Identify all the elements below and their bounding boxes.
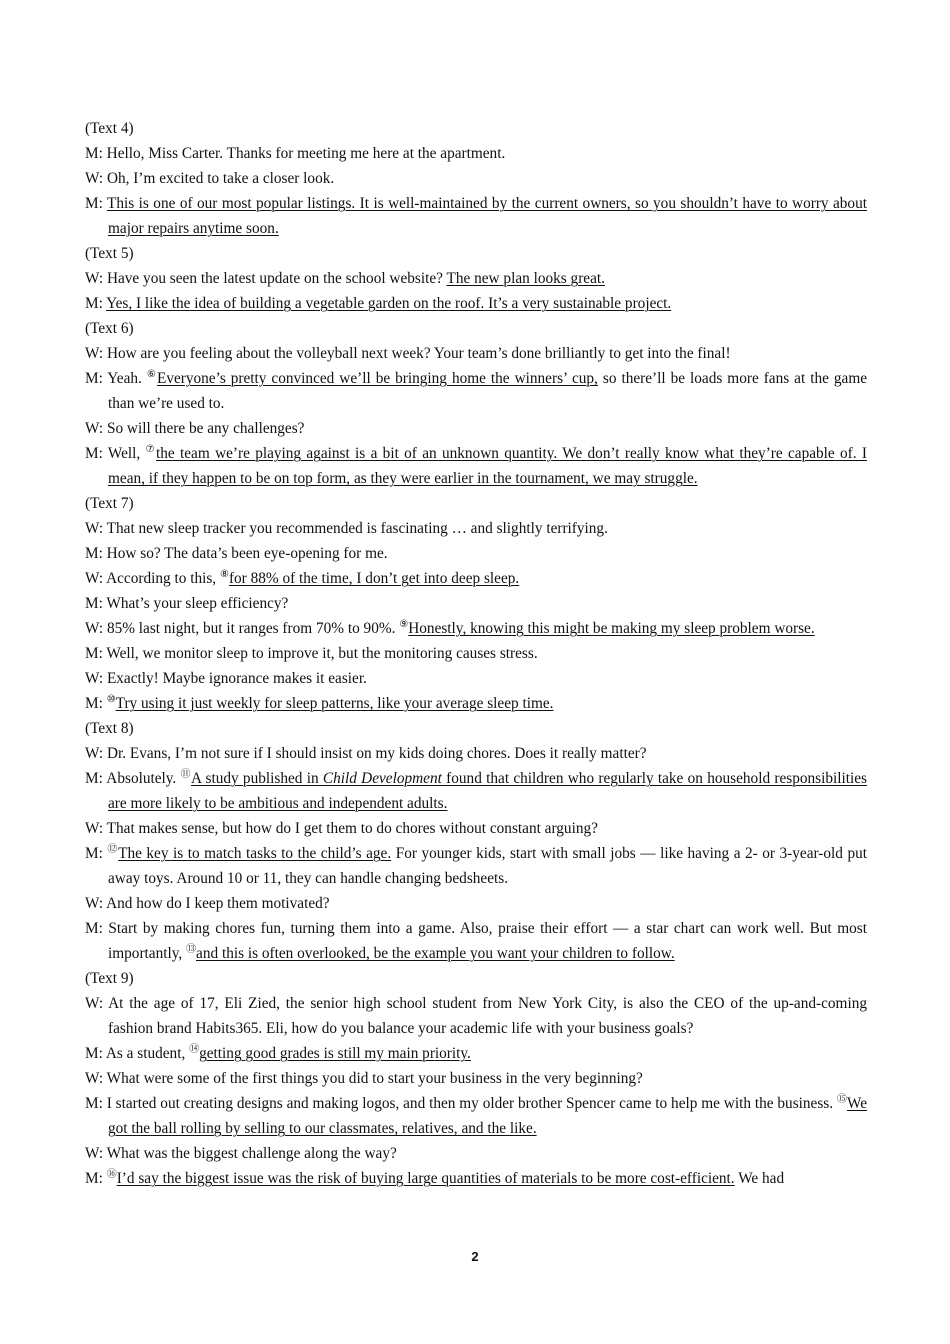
- answer-marker: ⑫: [107, 843, 119, 855]
- dialogue-line: [85, 416, 867, 441]
- dialogue-line: [85, 166, 867, 191]
- dialogue-line: [85, 841, 867, 891]
- dialogue-line: [85, 516, 867, 541]
- dialogue-line: [85, 891, 867, 916]
- dialogue-line: [85, 141, 867, 166]
- line-text: W: 85% last night, but it ranges from 70% to 90%.: [85, 620, 400, 637]
- line-text: M: As a student,: [85, 1045, 190, 1062]
- line-text: M: Absolutely.: [85, 770, 181, 787]
- answer-marker: ⑭: [189, 1043, 200, 1055]
- dialogue-line: [85, 591, 867, 616]
- dialogue-line: [85, 816, 867, 841]
- dialogue-line: [85, 641, 867, 666]
- underlined-answer-text: This is one of our most popular listings. It is well-maintained by the current owners, so you shouldn’t have to worry about major repairs anytime soon.: [107, 195, 867, 237]
- line-text: W: Oh, I’m excited to take a closer look.: [85, 170, 335, 187]
- answer-marker: ⑥: [146, 368, 157, 380]
- answer-marker: ⑪: [180, 768, 192, 780]
- line-text: (Text 4): [85, 120, 134, 137]
- section-heading: [85, 716, 867, 741]
- underlined-answer-text: I’d say the biggest issue was the risk of buying large quantities of materials to be more cost-efficient.: [116, 1170, 735, 1187]
- line-text: M:: [85, 1170, 107, 1187]
- line-text: (Text 5): [85, 245, 134, 262]
- line-text: W: Exactly! Maybe ignorance makes it easier.: [85, 670, 367, 687]
- line-text: M:: [85, 845, 108, 862]
- line-text: W: What was the biggest challenge along the way?: [85, 1145, 397, 1162]
- dialogue-line: [85, 1091, 867, 1141]
- line-text: M: Well, we monitor sleep to improve it, but the monitoring causes stress.: [85, 645, 538, 662]
- dialogue-line: [85, 616, 867, 641]
- line-text: (Text 6): [85, 320, 134, 337]
- dialogue-line: [85, 441, 867, 491]
- answer-marker: ⑩: [106, 693, 116, 705]
- underlined-answer-text: the team we’re playing against is a bit of an unknown quantity. We don’t really know what they’re capable of. I mean, if they happen to be on top form, as they were earlier in the tournament, we may struggle.: [108, 445, 867, 487]
- section-heading: [85, 491, 867, 516]
- answer-marker: ⑮: [836, 1093, 847, 1105]
- line-text: (Text 9): [85, 970, 134, 987]
- dialogue-line: [85, 341, 867, 366]
- line-text: W: So will there be any challenges?: [85, 420, 305, 437]
- transcript-body: [85, 116, 867, 1191]
- dialogue-line: [85, 766, 867, 816]
- answer-marker: ⑬: [186, 943, 197, 955]
- line-text: W: That makes sense, but how do I get them to do chores without constant arguing?: [85, 820, 598, 837]
- underlined-answer-text: and this is often overlooked, be the example you want your children to follow.: [196, 945, 675, 962]
- dialogue-line: [85, 1066, 867, 1091]
- dialogue-line: [85, 666, 867, 691]
- section-heading: [85, 966, 867, 991]
- answer-marker: ⑯: [106, 1168, 117, 1180]
- answer-marker: ⑦: [145, 443, 157, 455]
- line-text: (Text 7): [85, 495, 134, 512]
- answer-marker: ⑨: [399, 618, 409, 630]
- underlined-answer-text: A study published in: [191, 770, 323, 787]
- dialogue-line: [85, 991, 867, 1041]
- line-text: so there’ll be loads more fans at the game than we’re used to.: [108, 370, 868, 412]
- line-text: W: Have you seen the latest update on the school website?: [85, 270, 447, 287]
- underlined-answer-text: The key is to match tasks to the child’s age.: [118, 845, 392, 862]
- underlined-answer-text: We got the ball rolling by selling to our classmates, relatives, and the like.: [108, 1095, 868, 1137]
- dialogue-line: [85, 566, 867, 591]
- section-heading: [85, 316, 867, 341]
- line-text: We had: [734, 1170, 785, 1187]
- underlined-answer-text: Honestly, knowing this might be making my sleep problem worse.: [408, 620, 815, 637]
- underlined-answer-text: The new plan looks great.: [446, 270, 605, 287]
- line-text: M: Well,: [85, 445, 146, 462]
- line-text: For younger kids, start with small jobs — like having a 2- or 3-year-old put away toys. Around 10 or 11, they can handle changing bedsheets.: [108, 845, 868, 887]
- line-text: W: According to this,: [85, 570, 220, 587]
- dialogue-line: [85, 1166, 867, 1191]
- underlined-answer-text: Yes, I like the idea of building a vegetable garden on the roof. It’s a very sustainable project.: [106, 295, 672, 312]
- underlined-answer-text: getting good grades is still my main priority.: [199, 1045, 471, 1062]
- underlined-answer-text: found that children who regularly take on household responsibilities are more likely to be ambitious and independent adults.: [108, 770, 868, 812]
- line-text: (Text 8): [85, 720, 134, 737]
- line-text: W: How are you feeling about the volleyball next week? Your team’s done brilliantly to get into the final!: [85, 345, 731, 362]
- underlined-answer-text: Try using it just weekly for sleep patterns, like your average sleep time.: [115, 695, 554, 712]
- line-text: M:: [85, 295, 107, 312]
- underlined-answer-text: for 88% of the time, I don’t get into deep sleep.: [228, 570, 520, 587]
- line-text: W: That new sleep tracker you recommended is fascinating … and slightly terrifying.: [85, 520, 608, 537]
- line-text: M:: [85, 695, 107, 712]
- line-text: M:: [85, 195, 108, 212]
- line-text: M: How so? The data’s been eye-opening for me.: [85, 545, 388, 562]
- underlined-answer-text: Everyone’s pretty convinced we’ll be bringing home the winners’ cup,: [156, 370, 598, 387]
- answer-marker: ⑧: [219, 568, 229, 580]
- dialogue-line: [85, 741, 867, 766]
- dialogue-line: [85, 916, 867, 966]
- dialogue-line: [85, 266, 867, 291]
- line-text: M: Start by making chores fun, turning them into a game. Also, praise their effort — a star chart can work well. But most importantly,: [85, 920, 867, 962]
- page-number: 2: [471, 1249, 479, 1264]
- line-text: W: What were some of the first things you did to start your business in the very beginning?: [85, 1070, 643, 1087]
- line-text: M: What’s your sleep efficiency?: [85, 595, 289, 612]
- line-text: M: Hello, Miss Carter. Thanks for meeting me here at the apartment.: [85, 145, 506, 162]
- dialogue-line: [85, 541, 867, 566]
- line-text: W: And how do I keep them motivated?: [85, 895, 330, 912]
- line-text: W: At the age of 17, Eli Zied, the senior high school student from New York City, is also the CEO of the up-and-coming fashion brand Habits365. Eli, how do you balance your academic life with your business goals?: [85, 995, 867, 1037]
- dialogue-line: [85, 291, 867, 316]
- line-text: W: Dr. Evans, I’m not sure if I should insist on my kids doing chores. Does it really matter?: [85, 745, 647, 762]
- line-text: M: Yeah.: [85, 370, 147, 387]
- underlined-answer-text: Child Development: [322, 770, 442, 787]
- section-heading: [85, 116, 867, 141]
- line-text: M: I started out creating designs and making logos, and then my older brother Spencer came to help me with the business.: [85, 1095, 837, 1112]
- dialogue-line: [85, 1141, 867, 1166]
- dialogue-line: [85, 366, 867, 416]
- dialogue-line: [85, 191, 867, 241]
- section-heading: [85, 241, 867, 266]
- dialogue-line: [85, 1041, 867, 1066]
- dialogue-line: [85, 691, 867, 716]
